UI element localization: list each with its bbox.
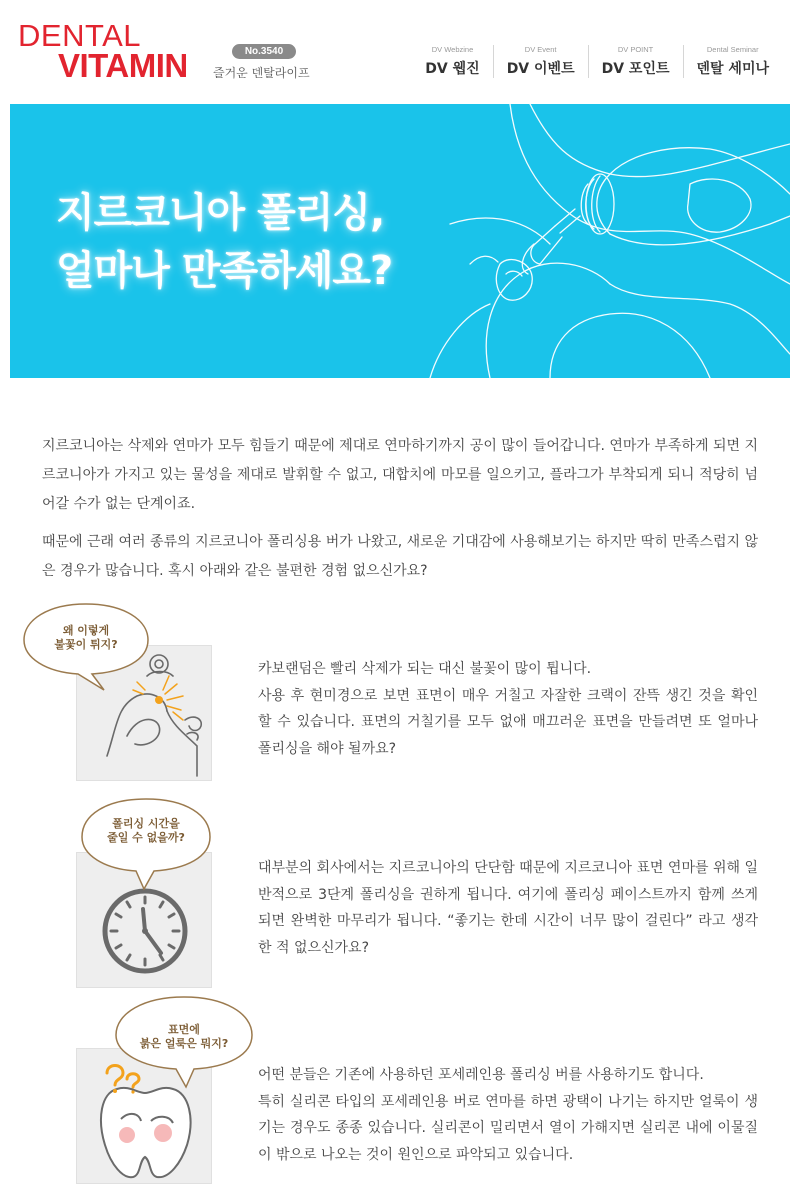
logo-vitamin-text: VITAMIN [58, 47, 188, 84]
issue-description [258, 656, 758, 762]
site-header [0, 0, 800, 100]
issue-number-badge: No.3540 [232, 44, 296, 59]
issue-description [258, 855, 758, 961]
nav-sub-label: DV POINT [617, 45, 654, 54]
nav-label: DV 웹진 [425, 61, 480, 77]
tagline: 즐거운 덴탈라이프 [213, 66, 310, 80]
nav-item-event[interactable] [493, 45, 588, 78]
issue-sparks [0, 600, 800, 795]
nav-label: DV 이벤트 [506, 61, 575, 77]
issue-line: 사용 후 현미경으로 보면 표면이 매우 거칠고 자잘한 크랙이 잔뜩 생긴 것을 확인 할 수 있습니다. 표면의 거칠기를 모두 없애 매끄러운 표면을 만들려면 또 얼마나 폴리싱을 해야 될까요? [258, 687, 758, 757]
nav-sub-label: DV Event [524, 45, 557, 54]
intro-paragraph-2: 때문에 근래 여러 종류의 지르코니아 폴리싱용 버가 나왔고, 새로운 기대감에 사용해보기는 하지만 딱히 만족스럽지 않은 경우가 많습니다. 혹시 아래와 같은 불편한 경험 없으신가요? [42, 534, 758, 579]
intro-paragraph-1: 지르코니아는 삭제와 연마가 모두 힘들기 때문에 제대로 연마하기까지 공이 많이 들어갑니다. 연마가 부족하게 되면 지르코니아가 가지고 있는 물성을 제대로 발휘할 수 없고, 대합치에 마모를 일으키고, 플라그가 부착되게 되니 적당히 넘어갈 수가 없는 단계이죠. [42, 438, 758, 512]
nav-sub-label: DV Webzine [431, 45, 474, 54]
nav-item-point[interactable] [588, 45, 683, 78]
banner-title: 지르코니아 폴리싱, 얼마나 만족하세요? [56, 190, 393, 294]
bubble-question: 왜 이렇게 불꽃이 튀지? [54, 624, 118, 651]
question-bubble [112, 993, 256, 1089]
issue-description [258, 1062, 758, 1168]
nav-item-webzine[interactable] [412, 45, 492, 78]
issue-red-stains [0, 995, 800, 1190]
nav-sub-label: Dental Seminar [706, 45, 759, 54]
question-bubble [78, 795, 214, 891]
question-bubble [20, 600, 152, 692]
nav-item-seminar[interactable] [683, 45, 783, 78]
bubble-question: 표면에 붉은 얼룩은 뭐지? [139, 1023, 229, 1050]
issue-line: 어떤 분들은 기존에 사용하던 포세레인용 폴리싱 버를 사용하기도 합니다. [258, 1067, 704, 1083]
nav-label: 덴탈 세미나 [696, 61, 769, 77]
bubble-question: 폴리싱 시간을 줄일 수 없을까? [107, 817, 185, 844]
logo-dental-text: DENTAL [18, 18, 142, 53]
top-nav [412, 45, 782, 78]
issue-line: 카보랜덤은 빨리 삭제가 되는 대신 불꽃이 많이 튑니다. [258, 661, 592, 677]
issue-polishing-time [0, 795, 800, 995]
dental-vitamin-logo[interactable] [18, 20, 188, 82]
issue-line: 대부분의 회사에서는 지르코니아의 단단함 때문에 지르코니아 표면 연마를 위해 일반적으로 3단계 폴리싱을 권하게 됩니다. 여기에 폴리싱 페이스트까지 함께 쓰게 되면 완벽한 마무리가 됩니다. “좋기는 한데 시간이 너무 많이 걸린다” 라고 생각한 적 없으신가요? [258, 860, 758, 956]
issue-line: 특히 실리콘 타입의 포세레인용 버로 연마를 하면 광택이 나기는 하지만 얼룩이 생기는 경우도 종종 있습니다. 실리콘이 밀리면서 열이 가해지면 실리콘 내에 이물질이 밖으로 나오는 것이 원인으로 파악되고 있습니다. [258, 1093, 758, 1163]
hero-banner [10, 104, 790, 378]
nav-label: DV 포인트 [601, 61, 670, 77]
